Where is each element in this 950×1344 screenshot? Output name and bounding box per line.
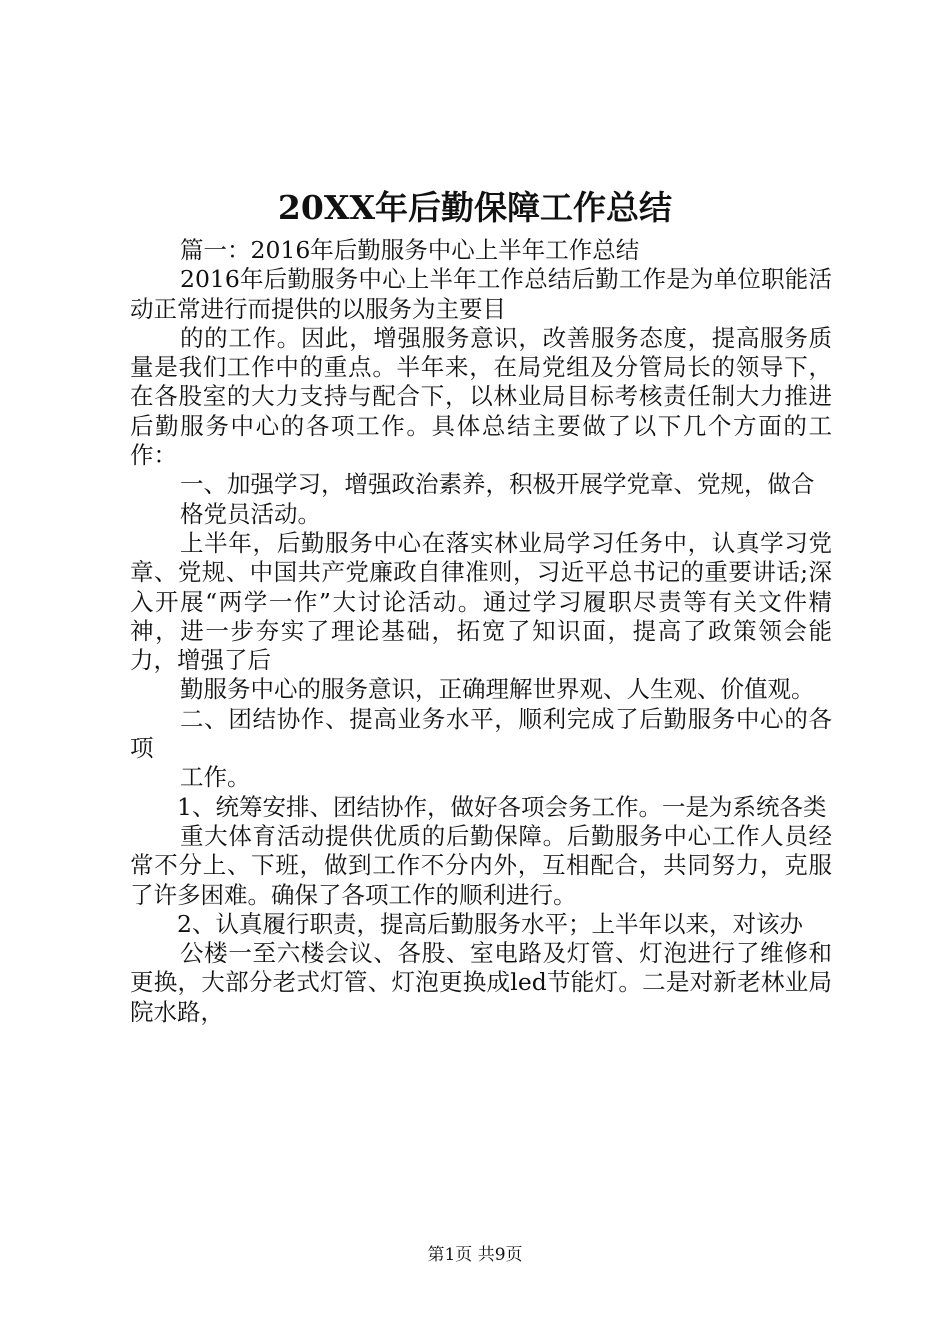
paragraph: 一、加强学习，增强政治素养，积极开展学党章、党规，做合 <box>180 470 815 499</box>
paragraph: 工作。 <box>180 763 251 792</box>
paragraph: 上半年，后勤服务中心在落实林业局学习任务中，认真学习党章、党规、中国共产党廉政自律准则，习近平总书记的重要讲话;深入开展“两学一作”大讨论活动。通过学习履职尽责等有关文件精神，进一步夯实了理论基础，拓宽了知识面，提高了政策领会能力，增强了后 <box>130 528 832 675</box>
page-footer: 第1页 共9页 <box>427 1245 523 1265</box>
document-title: 20XX年后勤保障工作总结 <box>277 188 673 227</box>
document-body <box>130 236 832 1027</box>
paragraph: 勤服务中心的服务意识，正确理解世界观、人生观、价值观。 <box>180 675 815 704</box>
paragraph: 公楼一至六楼会议、各股、室电路及灯管、灯泡进行了维修和更换，大部分老式灯管、灯泡更换成led节能灯。二是对新老林业局院水路， <box>130 939 832 1026</box>
paragraph: 2、认真履行职责，提高后勤服务水平；上半年以来，对该办 <box>177 909 803 938</box>
paragraph: 2016年后勤服务中心上半年工作总结后勤工作是为单位职能活动正常进行而提供的以服务为主要目 <box>130 265 832 323</box>
paragraph: 的的工作。因此，增强服务意识，改善服务态度，提高服务质量是我们工作中的重点。半年来，在局党组及分管局长的领导下，在各股室的大力支持与配合下，以林业局目标考核责任制大力推进后勤服务中心的各项工作。具体总结主要做了以下几个方面的工作： <box>130 323 832 470</box>
paragraph: 重大体育活动提供优质的后勤保障。后勤服务中心工作人员经常不分上、下班，做到工作不分内外，互相配合，共同努力，克服了许多困难。确保了各项工作的顺利进行。 <box>130 821 832 909</box>
paragraph: 格党员活动。 <box>180 499 321 528</box>
section-heading: 篇一：2016年后勤服务中心上半年工作总结 <box>180 236 640 264</box>
paragraph: 二、团结协作、提高业务水平，顺利完成了后勤服务中心的各项 <box>130 704 832 763</box>
paragraph: 1、统筹安排、团结协作，做好各项会务工作。一是为系统各类 <box>177 792 827 821</box>
